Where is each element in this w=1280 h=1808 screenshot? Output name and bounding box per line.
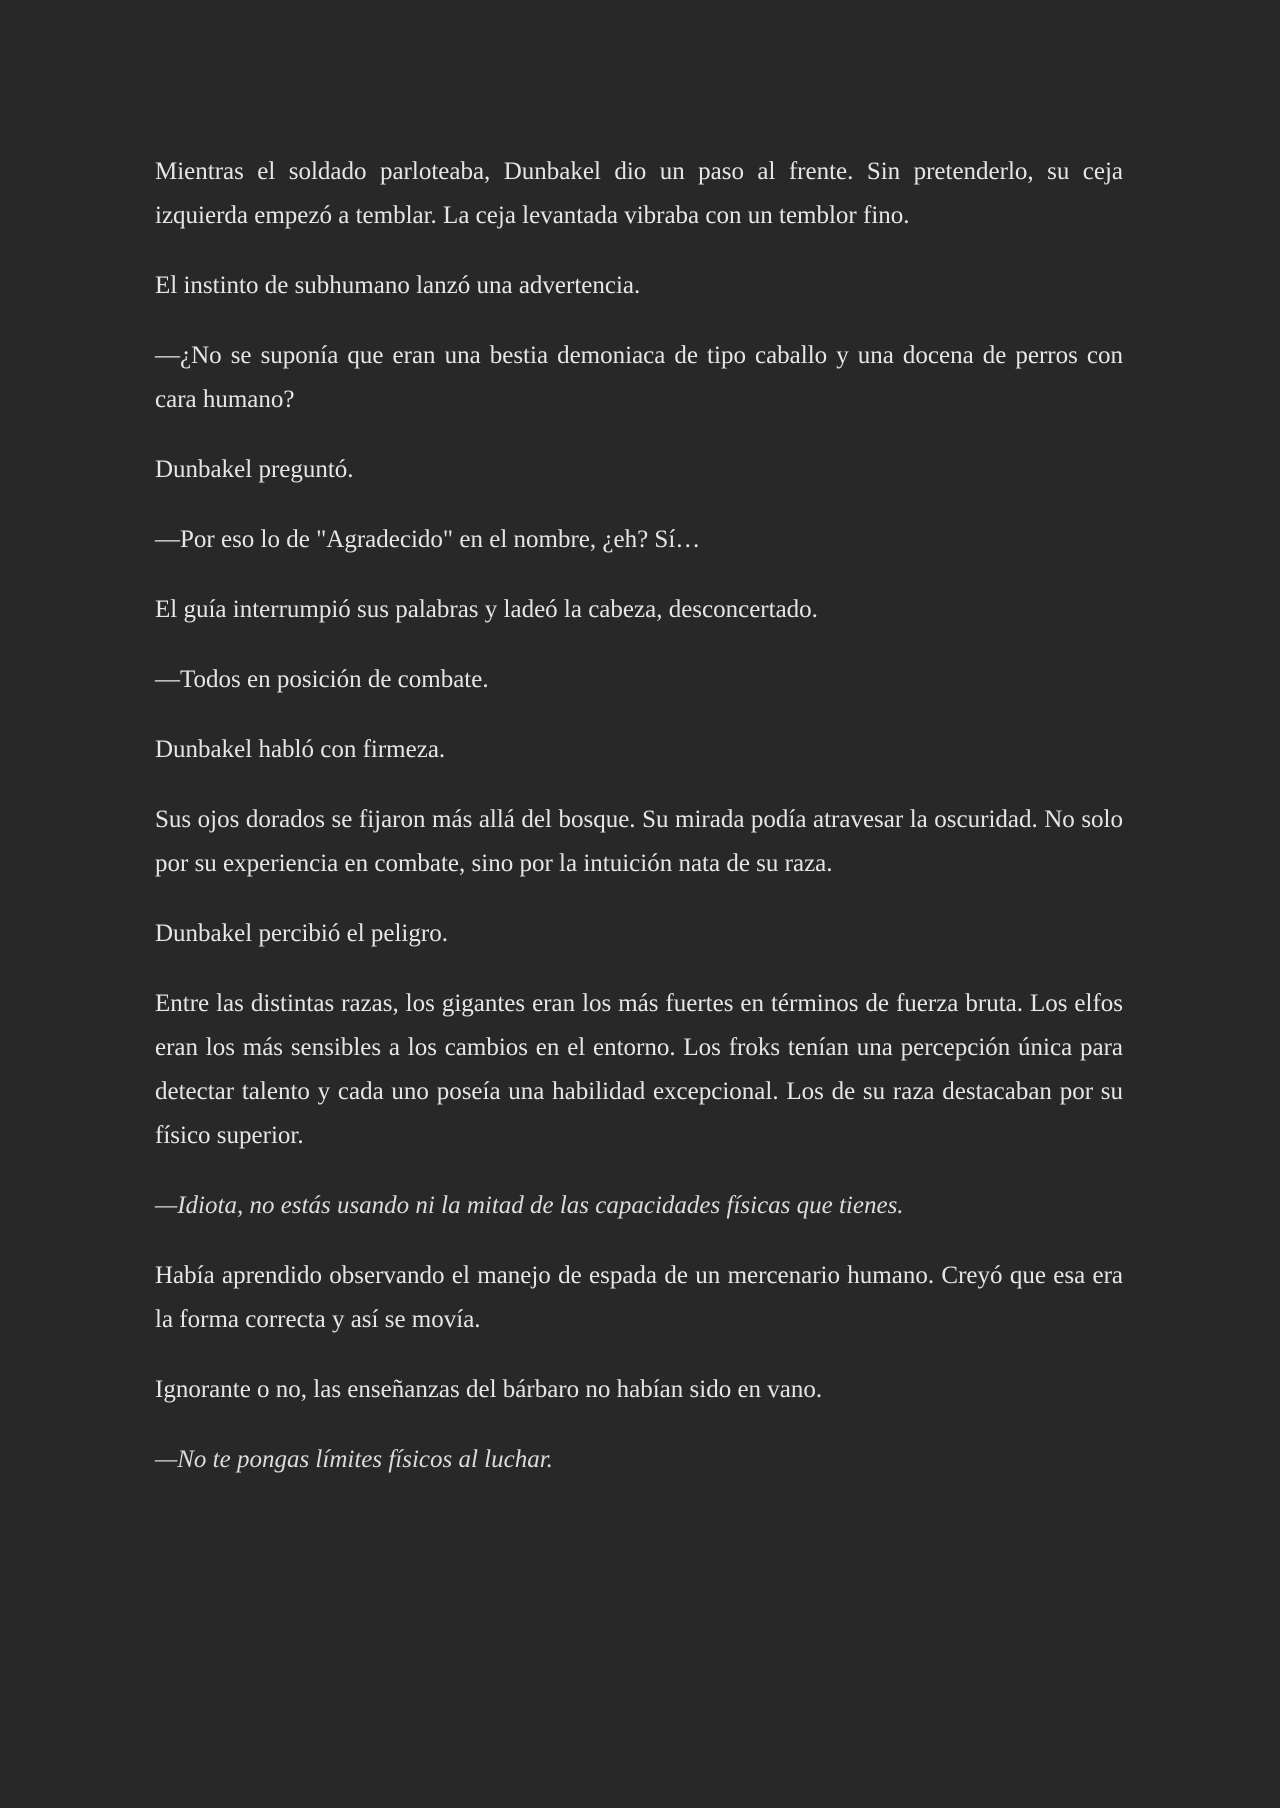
- dialogue-paragraph: —¿No se suponía que eran una bestia demoniaca de tipo caballo y una docena de perros con cara humano?: [155, 342, 1123, 413]
- italic-dialogue-paragraph: —Idiota, no estás usando ni la mitad de las capacidades físicas que tienes.: [155, 1192, 904, 1219]
- paragraph: El guía interrumpió sus palabras y ladeó la cabeza, desconcertado.: [155, 596, 818, 623]
- paragraph: El instinto de subhumano lanzó una advertencia.: [155, 272, 641, 299]
- paragraph: Sus ojos dorados se fijaron más allá del bosque. Su mirada podía atravesar la oscuridad. No solo por su experiencia en combate, sino por la intuición nata de su raza.: [155, 806, 1123, 877]
- dialogue-paragraph: —Por eso lo de "Agradecido" en el nombre, ¿eh? Sí…: [155, 526, 701, 553]
- document-body: [155, 150, 1123, 1508]
- paragraph: Mientras el soldado parloteaba, Dunbakel dio un paso al frente. Sin pretenderlo, su ceja izquierda empezó a temblar. La ceja levantada vibraba con un temblor fino.: [155, 158, 1123, 229]
- italic-dialogue-paragraph: —No te pongas límites físicos al luchar.: [155, 1446, 553, 1473]
- paragraph: Dunbakel percibió el peligro.: [155, 920, 448, 947]
- dialogue-paragraph: —Todos en posición de combate.: [155, 666, 489, 693]
- paragraph: Ignorante o no, las enseñanzas del bárbaro no habían sido en vano.: [155, 1376, 823, 1403]
- paragraph: Dunbakel habló con firmeza.: [155, 736, 446, 763]
- paragraph: Entre las distintas razas, los gigantes eran los más fuertes en términos de fuerza bruta. Los elfos eran los más sensibles a los cambios en el entorno. Los froks tenían una percepción única para detectar talento y cada uno poseía una habilidad excepcional. Los de su raza destacaban por su físico superior.: [155, 990, 1123, 1149]
- paragraph: Había aprendido observando el manejo de espada de un mercenario humano. Creyó que esa era la forma correcta y así se movía.: [155, 1262, 1123, 1333]
- paragraph: Dunbakel preguntó.: [155, 456, 354, 483]
